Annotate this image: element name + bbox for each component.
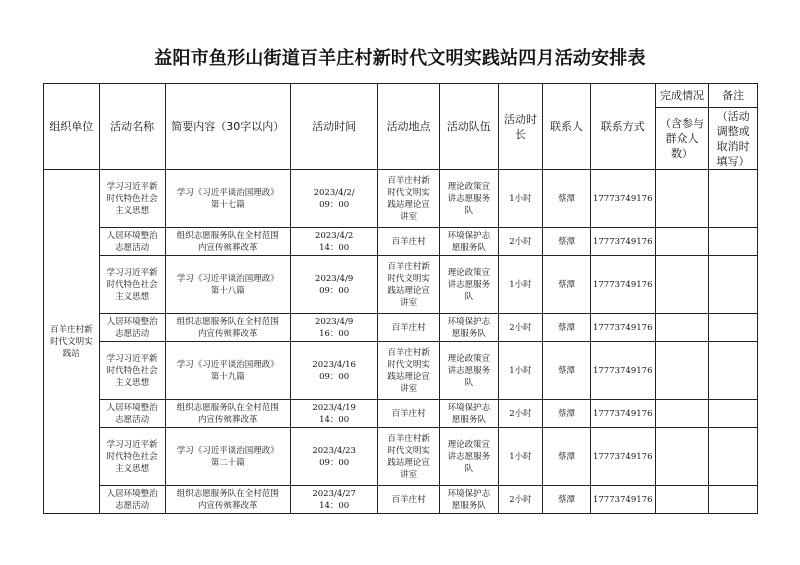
completion-cell bbox=[655, 256, 709, 314]
place-cell: 百羊庄村新 时代文明实 践站理论宣 讲室 bbox=[378, 428, 440, 486]
document-title: 益阳市鱼形山街道百羊庄村新时代文明实践站四月活动安排表 bbox=[154, 48, 646, 69]
table-row bbox=[44, 486, 758, 514]
completion-cell bbox=[655, 170, 709, 228]
header-duration: 活动时 长 bbox=[498, 84, 543, 170]
header-activity-name: 活动名称 bbox=[99, 84, 165, 170]
header-remark: 备注 bbox=[709, 84, 758, 108]
header-completion-note: （含参与 群众人 数） bbox=[655, 108, 709, 170]
activity-name-cell: 学习习近平新 时代特色社会 主义思想 bbox=[99, 428, 165, 486]
team-cell: 环境保护志 愿服务队 bbox=[439, 314, 498, 342]
table-row bbox=[44, 428, 758, 486]
contact-cell: 蔡潭 bbox=[543, 256, 591, 314]
team-cell: 环境保护志 愿服务队 bbox=[439, 486, 498, 514]
content-cell: 组织志愿服务队在全村范围 内宣传殡葬改革 bbox=[165, 228, 291, 256]
header-org: 组织单位 bbox=[44, 84, 100, 170]
schedule-table bbox=[43, 83, 758, 514]
remark-cell bbox=[709, 486, 758, 514]
content-cell: 学习《习近平谈治国理政》 第十七篇 bbox=[165, 170, 291, 228]
completion-cell bbox=[655, 314, 709, 342]
team-cell: 理论政策宣 讲志愿服务 队 bbox=[439, 256, 498, 314]
content-cell: 学习《习近平谈治国理政》 第十九篇 bbox=[165, 342, 291, 400]
activity-name-cell: 人居环境整治 志愿活动 bbox=[99, 314, 165, 342]
activity-name-cell: 学习习近平新 时代特色社会 主义思想 bbox=[99, 170, 165, 228]
phone-cell: 17773749176 bbox=[590, 342, 655, 400]
team-cell: 理论政策宣 讲志愿服务 队 bbox=[439, 170, 498, 228]
completion-cell bbox=[655, 228, 709, 256]
activity-name-cell: 人居环境整治 志愿活动 bbox=[99, 486, 165, 514]
time-cell: 2023/4/9 16：00 bbox=[291, 314, 378, 342]
team-cell: 理论政策宣 讲志愿服务 队 bbox=[439, 428, 498, 486]
phone-cell: 17773749176 bbox=[590, 428, 655, 486]
duration-cell: 1小时 bbox=[498, 342, 543, 400]
duration-cell: 1小时 bbox=[498, 170, 543, 228]
table-row bbox=[44, 228, 758, 256]
completion-cell bbox=[655, 342, 709, 400]
duration-cell: 1小时 bbox=[498, 256, 543, 314]
contact-cell: 蔡潭 bbox=[543, 170, 591, 228]
completion-cell bbox=[655, 400, 709, 428]
header-remark-note: （活动 调整或 取消时 填写） bbox=[709, 108, 758, 170]
place-cell: 百羊庄村新 时代文明实 践站理论宣 讲室 bbox=[378, 256, 440, 314]
team-cell: 环境保护志 愿服务队 bbox=[439, 400, 498, 428]
content-cell: 组织志愿服务队在全村范围 内宣传殡葬改革 bbox=[165, 400, 291, 428]
time-cell: 2023/4/16 09：00 bbox=[291, 342, 378, 400]
contact-cell: 蔡潭 bbox=[543, 428, 591, 486]
table-row bbox=[44, 400, 758, 428]
duration-cell: 2小时 bbox=[498, 486, 543, 514]
time-cell: 2023/4/23 09：00 bbox=[291, 428, 378, 486]
header-team: 活动队伍 bbox=[439, 84, 498, 170]
remark-cell bbox=[709, 256, 758, 314]
time-cell: 2023/4/19 14：00 bbox=[291, 400, 378, 428]
contact-cell: 蔡潭 bbox=[543, 342, 591, 400]
remark-cell bbox=[709, 400, 758, 428]
content-cell: 组织志愿服务队在全村范围 内宣传殡葬改革 bbox=[165, 486, 291, 514]
duration-cell: 2小时 bbox=[498, 400, 543, 428]
completion-cell bbox=[655, 486, 709, 514]
activity-name-cell: 学习习近平新 时代特色社会 主义思想 bbox=[99, 342, 165, 400]
phone-cell: 17773749176 bbox=[590, 170, 655, 228]
time-cell: 2023/4/2 14：00 bbox=[291, 228, 378, 256]
activity-name-cell: 学习习近平新 时代特色社会 主义思想 bbox=[99, 256, 165, 314]
duration-cell: 2小时 bbox=[498, 314, 543, 342]
remark-cell bbox=[709, 342, 758, 400]
header-content: 简要内容（30字以内） bbox=[165, 84, 291, 170]
phone-cell: 17773749176 bbox=[590, 400, 655, 428]
activity-name-cell: 人居环境整治 志愿活动 bbox=[99, 228, 165, 256]
remark-cell bbox=[709, 428, 758, 486]
phone-cell: 17773749176 bbox=[590, 256, 655, 314]
duration-cell: 1小时 bbox=[498, 428, 543, 486]
contact-cell: 蔡潭 bbox=[543, 314, 591, 342]
header-time: 活动时间 bbox=[291, 84, 378, 170]
header-completion: 完成情况 bbox=[655, 84, 709, 108]
completion-cell bbox=[655, 428, 709, 486]
time-cell: 2023/4/2/ 09：00 bbox=[291, 170, 378, 228]
team-cell: 环境保护志 愿服务队 bbox=[439, 228, 498, 256]
place-cell: 百羊庄村 bbox=[378, 314, 440, 342]
content-cell: 组织志愿服务队在全村范围 内宣传殡葬改革 bbox=[165, 314, 291, 342]
organizer-cell: 百羊庄村新 时代文明实 践站 bbox=[44, 170, 100, 514]
contact-cell: 蔡潭 bbox=[543, 400, 591, 428]
contact-cell: 蔡潭 bbox=[543, 228, 591, 256]
contact-cell: 蔡潭 bbox=[543, 486, 591, 514]
team-cell: 理论政策宣 讲志愿服务 队 bbox=[439, 342, 498, 400]
remark-cell bbox=[709, 170, 758, 228]
place-cell: 百羊庄村 bbox=[378, 400, 440, 428]
place-cell: 百羊庄村新 时代文明实 践站理论宣 讲室 bbox=[378, 170, 440, 228]
time-cell: 2023/4/27 14：00 bbox=[291, 486, 378, 514]
table-row bbox=[44, 256, 758, 314]
time-cell: 2023/4/9 09：00 bbox=[291, 256, 378, 314]
place-cell: 百羊庄村 bbox=[378, 486, 440, 514]
table-row bbox=[44, 314, 758, 342]
duration-cell: 2小时 bbox=[498, 228, 543, 256]
remark-cell bbox=[709, 314, 758, 342]
table-row bbox=[44, 342, 758, 400]
phone-cell: 17773749176 bbox=[590, 314, 655, 342]
header-contact: 联系人 bbox=[543, 84, 591, 170]
phone-cell: 17773749176 bbox=[590, 228, 655, 256]
remark-cell bbox=[709, 228, 758, 256]
phone-cell: 17773749176 bbox=[590, 486, 655, 514]
place-cell: 百羊庄村 bbox=[378, 228, 440, 256]
table-row bbox=[44, 170, 758, 228]
header-phone: 联系方式 bbox=[590, 84, 655, 170]
content-cell: 学习《习近平谈治国理政》 第二十篇 bbox=[165, 428, 291, 486]
content-cell: 学习《习近平谈治国理政》 第十八篇 bbox=[165, 256, 291, 314]
activity-name-cell: 人居环境整治 志愿活动 bbox=[99, 400, 165, 428]
place-cell: 百羊庄村新 时代文明实 践站理论宣 讲室 bbox=[378, 342, 440, 400]
header-place: 活动地点 bbox=[378, 84, 440, 170]
